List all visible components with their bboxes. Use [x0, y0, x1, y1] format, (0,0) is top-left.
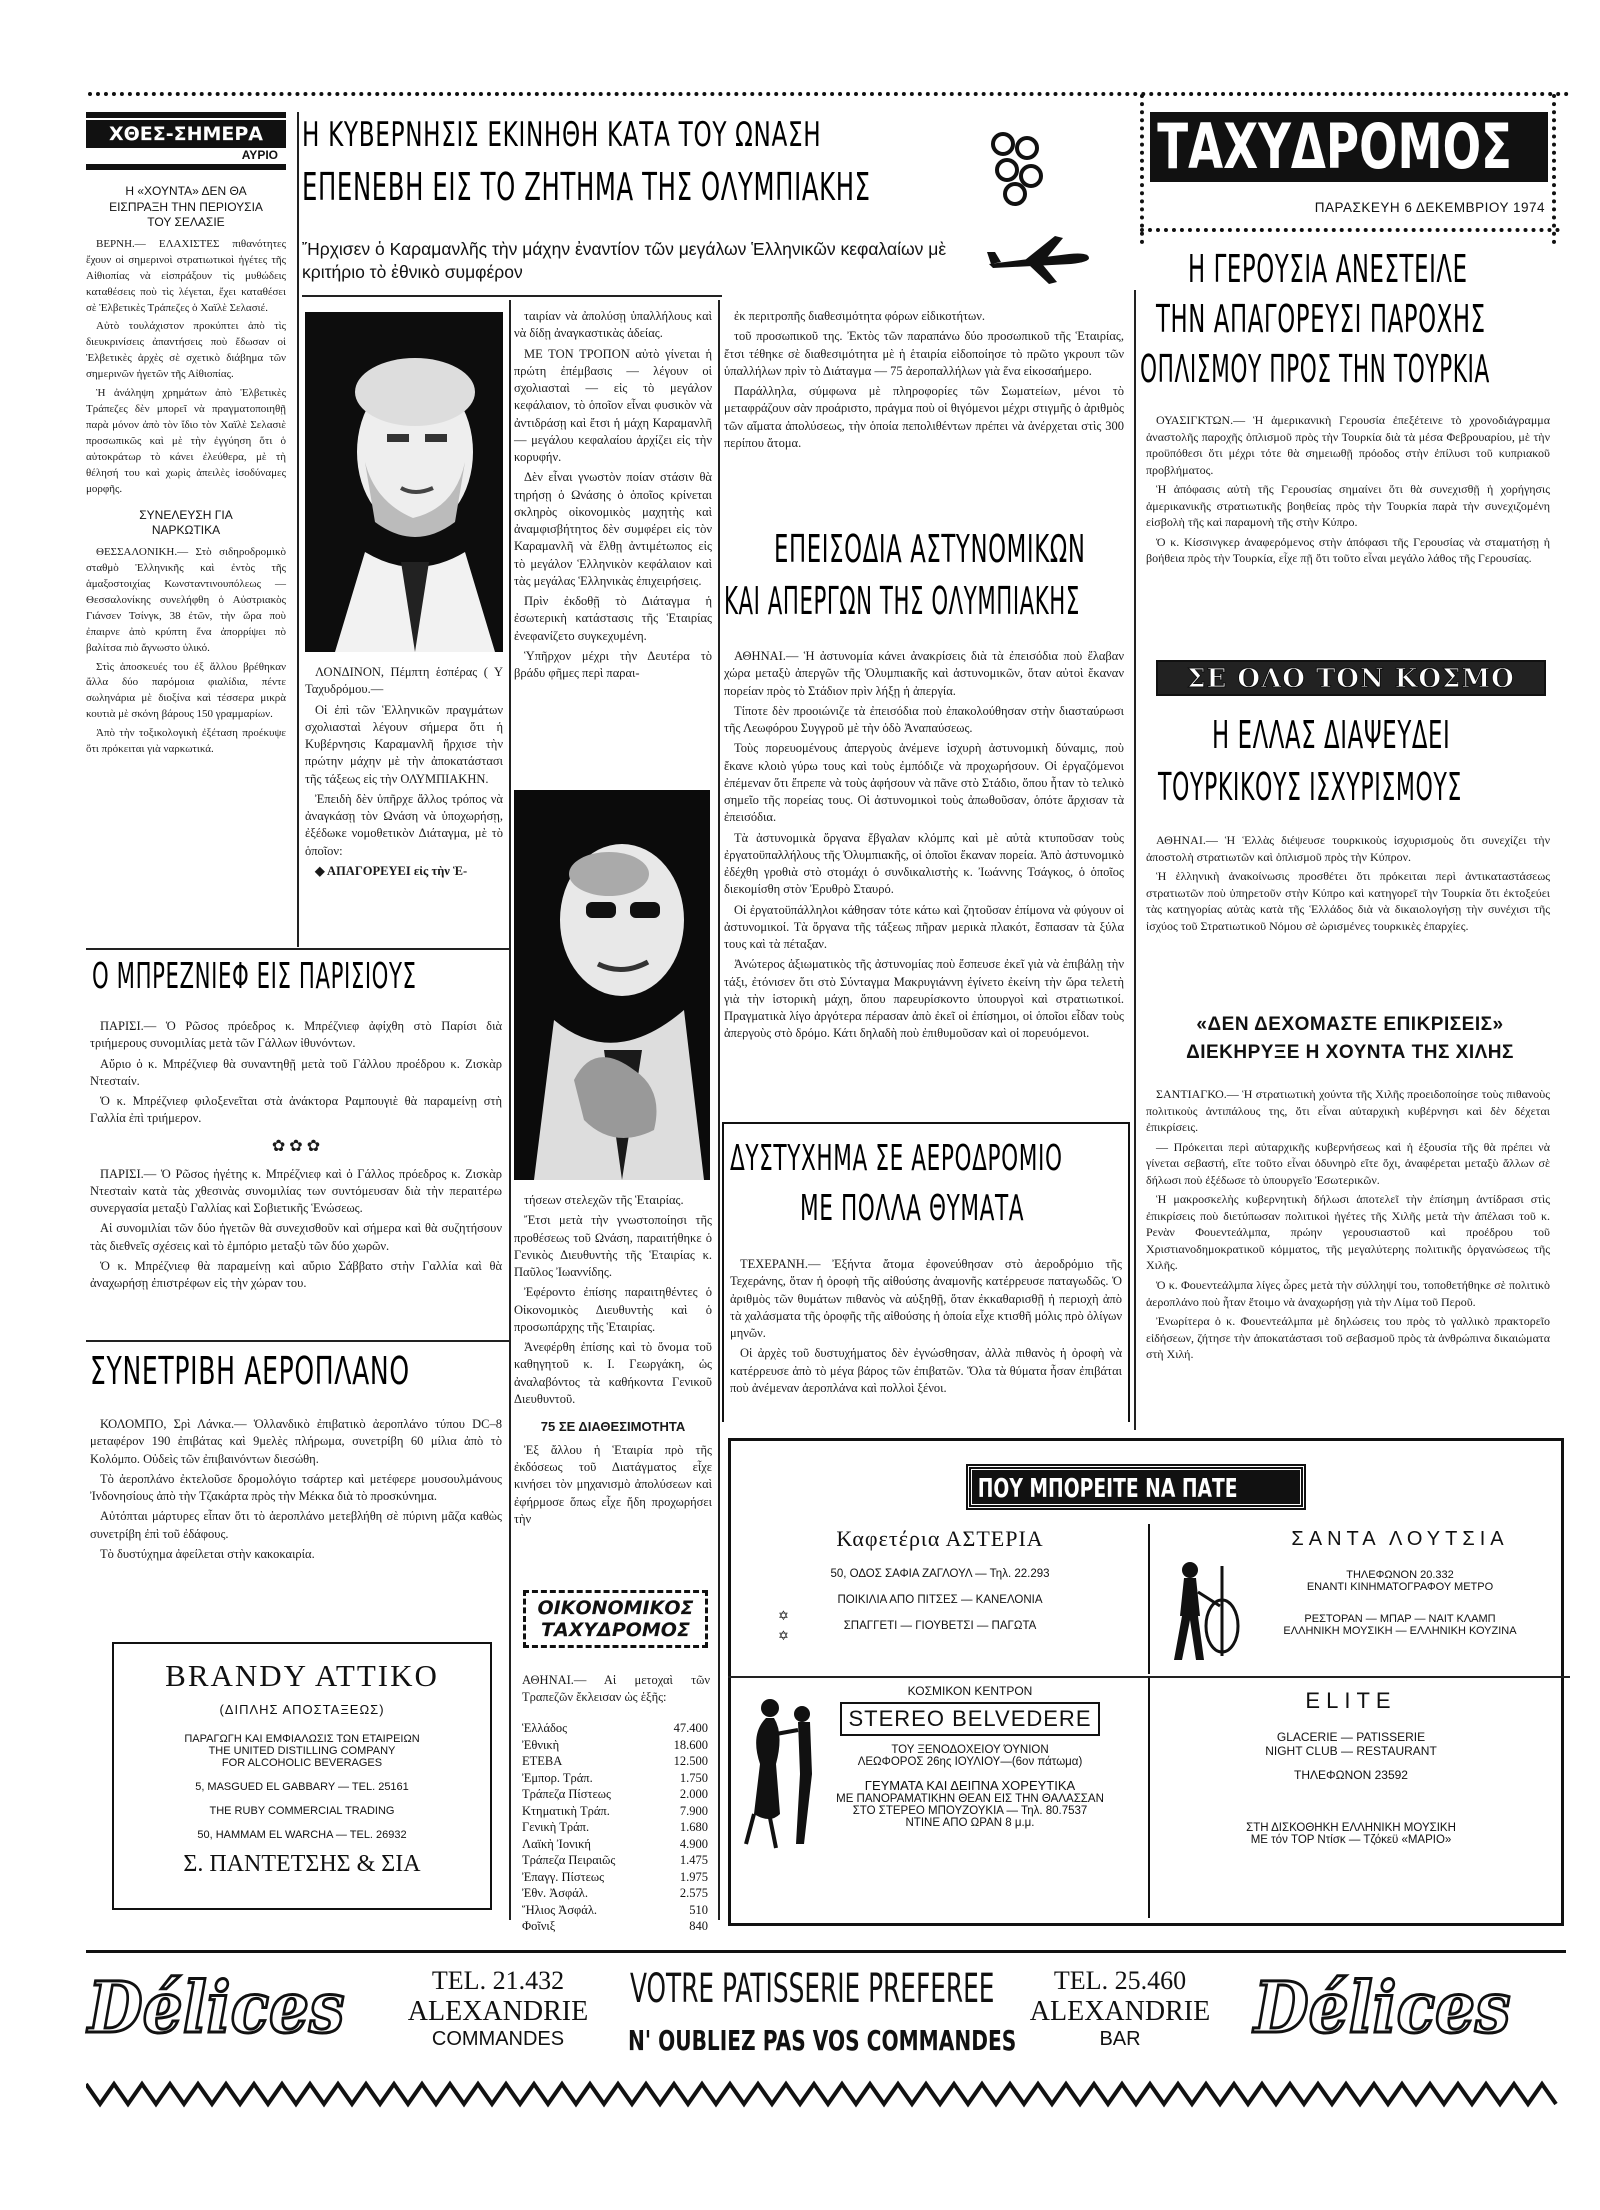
lead-paragraph: Ἐπειδὴ δὲν ὑπῆρχε ἄλλος τρόπος νὰ ἀναγκάσῃ τὸν Ωνάση νὰ ὑποχωρήσῃ, ἐξέδωκε νομοθετικὸν Διάταγμα, μὲ τὸ ὁποῖον:: [305, 791, 503, 858]
stock-row: [520, 1869, 710, 1886]
stereo-top: ΚΟΣΜΙΚΟΝ ΚΕΝΤΡΟΝ: [907, 1684, 1033, 1698]
senate-headline-1: Η ΓΕΡΟΥΣΙΑ ΑΝΕΣΤΕΙΛΕ: [1188, 247, 1468, 291]
lead-paragraph: ταιρίαν νὰ ἀπολύσῃ ὑπαλλήλους καὶ νὰ δίδῃ ἀναγκαστικὰς ἀδείας.: [514, 309, 712, 341]
brandy-signature: Σ. ΠΑΝΤΕΤΣΗΣ & ΣΙΑ: [183, 1851, 421, 1877]
stock-value: 1.475: [679, 1853, 708, 1867]
brandy-line: 5, MASGUED EL GABBARY — TEL. 25161: [195, 1781, 409, 1793]
accident-headline-1: ΔΥΣΤΥΧΗΜΑ ΣΕ ΑΕΡΟΔΡΟΜΙΟ: [730, 1138, 1063, 1179]
lead-paragraph: Δὲν εἶναι γνωστὸν ποίαν στάσιν θὰ τηρήσῃ ὁ Ωνάσης ὁ ὁποῖος κρίνεται σκληρὸς οἰκονομικὸς μαχητὴς καὶ ἀναμφισβήτητος δὲν συμφέρει εἰς τὸν Καραμανλῆ νὰ ἔλθῃ ἀντιμέτωπος εἰς τὸ μεγάλον Ἑλληνικὸν κεφάλαιον καὶ τὰς μεγάλας Ἑλληνικὰς ἐπιχειρήσεις.: [514, 470, 712, 588]
brandy-ad: [112, 1642, 492, 1910]
stereo-line: ΛΕΩΦΟΡΟΣ 26ης ΙΟΥΛΙΟΥ—(6ον πάτωμα): [857, 1756, 1083, 1768]
elite-line: ΣΤΗ ΔΙΣΚΟΘΗΚΗ ΕΛΛΗΝΙΚΗ ΜΟΥΣΙΚΗ: [1246, 1822, 1456, 1834]
lead-paragraph: Παράλληλα, σύμφωνα μὲ πληροφορίες τῶν Σωματείων, μένοι τὸ μεταφράζουν σὰν προάριστο, πράγμα ποὺ οἱ θιγόμενοι μέχρι στιγμῆς ὁ ἀριθμὸς τῶν αἵματα ἀπολύσεως, τὴν ὁποία πεπολιθέντων πρέπει νὰ ἀνέρχεται στὶς 300 περίπου ἄτομα.: [724, 384, 1124, 450]
lead-headline-1: Η ΚΥΒΕΡΝΗΣΙΣ ΕΚΙΝΗΘΗ ΚΑΤΑ ΤΟΥ ΩΝΑΣΗ: [302, 115, 822, 155]
stock-row: [520, 1918, 710, 1935]
stock-row: [520, 1753, 710, 1770]
brezhnev-paragraph: Ὁ κ. Μπρέζνιεφ θὰ παραμείνῃ καὶ αὔριο Σάββατο στὴν Γαλλία καὶ θὰ ἀναχωρήσῃ ἐπιστρέφων εἰς τὴν χώραν του.: [90, 1258, 502, 1291]
avrio-label: ΑΥΡΙΟ: [241, 148, 278, 162]
santa-lucia-line: ΤΗΛΕΦΩΝΟΝ 20.332: [1346, 1569, 1454, 1581]
footer-city-right: ALEXANDRIE: [1029, 1996, 1211, 2027]
footer-rule: [86, 1950, 1566, 1953]
plane-body: [90, 1416, 502, 1566]
onassis-photo: [514, 790, 710, 1180]
brezhnev-paragraph: Ὁ κ. Μπρέζνιεφ φιλοξενεῖται στὰ ἀνάκτορα Ραμπουγιὲ θὰ παραμείνῃ στὴ Γαλλία ἐπὶ τριήμερον.: [90, 1094, 502, 1126]
masthead-rule: [1140, 228, 1560, 232]
footer-tel-left: TEL. 21.432: [431, 1966, 565, 1995]
chile-paragraph: Ἐνωρίτερα ὁ κ. Φουεντεάλμπα μὲ δηλώσεις του πρὸς τὸ γαλλικὸ πρακτορεῖο εἰδήσεων, ζήτησε τὴν ἀποκατάστασι τοῦ σεβασμοῦ πρὸς τὰ ἀνθρώπινα δικαιώματα στὴ Χιλή.: [1146, 1314, 1550, 1362]
santa-lucia-line: ΕΝΑΝΤΙ ΚΙΝΗΜΑΤΟΓΡΑΦΟΥ ΜΕΤΡΟ: [1306, 1581, 1494, 1593]
stock-name: Κτηματικὴ Τράπ.: [522, 1803, 610, 1818]
santa-lucia-text: [1250, 1528, 1550, 1637]
world-banner-label: ΣΕ ΟΛΟ ΤΟΝ ΚΟΣΜΟ: [1187, 664, 1515, 694]
stock-row: [520, 1737, 710, 1754]
senate-headline-2: ΤΗΝ ΑΠΑΓΟΡΕΥΣΙ ΠΑΡΟΧΗΣ: [1156, 297, 1486, 341]
delices-logo-right: Délices: [1254, 1966, 1511, 2049]
elite-ad: [1148, 1678, 1552, 1918]
column-rule: [1134, 290, 1136, 1430]
stock-name: Ἥλιος Ἀσφάλ.: [522, 1902, 598, 1917]
lead-paragraph: ◆ ΑΠΑΓΟΡΕΥΕΙ εἰς τὴν Ἑ-: [315, 863, 468, 878]
brezhnev-paragraph: ΠΑΡΙΣΙ.— Ὁ Ρῶσος πρόεδρος κ. Μπρέζνιεφ ἀφίχθη στὸ Παρίσι διὰ τριήμερους συνομιλίας μετὰ τῶν Γάλλων ἰθυνόντων.: [90, 1019, 502, 1051]
accident-body: [730, 1256, 1122, 1400]
stock-table: [520, 1720, 710, 1935]
junta-body: [86, 237, 286, 498]
lead-paragraph: Ἔτσι μετὰ τὴν γνωστοποίησι τῆς προθέσεως τοῦ Ωνάση, παραιτήθηκε ὁ Γενικὸς Διευθυντὴς τῆς Ἑταιρίας κ. Παῦλος Ἰωαννίδης.: [514, 1213, 712, 1279]
stock-name: Ἑλλάδος: [522, 1721, 568, 1735]
strike-headline-1: ΕΠΕΙΣΟΔΙΑ ΑΣΤΥΝΟΜΙΚΩΝ: [774, 527, 1086, 571]
stock-row: [520, 1720, 710, 1737]
lead-paragraph: τοῦ προσωπικοῦ της. Ἐκτὸς τῶν παραπάνω δύο προσωπικοῦ τῆς Ἑταιρίας, ἔτσι τέθηκε σὲ διαθεσιμότητα μὲ ἡ ἑταιρία εἰδοποίησε τὸ πρῶτο γκρουπ τῶν ὑπαλλήλων πρὶν τὸ Διάταγμα — 75 ἀεροπαλλήλων γιὰ ἕνα εἰκοσαήμερο.: [724, 329, 1124, 378]
lead-headline-2: ΕΠΕΝΕΒΗ ΕΙΣ ΤΟ ΖΗΤΗΜΑ ΤΗΣ ΟΛΥΜΠΙΑΚΗΣ: [302, 165, 871, 209]
where-to-go-banner: [968, 1466, 1304, 1508]
asteria-ad: [740, 1526, 1140, 1672]
column-rule: [718, 300, 720, 1920]
stock-row: [520, 1885, 710, 1902]
footer-commandes: COMMANDES: [431, 2028, 565, 2050]
asteria-address: 50, ΟΔΟΣ ΣΑΦΙΑ ΖΑΓΛΟΥΛ — Τηλ. 22.293: [830, 1568, 1050, 1580]
santa-lucia-title: ΣΑΝΤΑ ΛΟΥΤΣΙΑ: [1291, 1528, 1509, 1550]
world-headline-1: Η ΕΛΛΑΣ ΔΙΑΨΕΥΔΕΙ: [1212, 713, 1451, 757]
footer-left-block: [398, 1966, 598, 2051]
stock-value: 4.900: [679, 1836, 708, 1851]
xthes-label: ΧΘΕΣ-ΣΗΜΕΡΑ: [86, 120, 286, 148]
junta-paragraph: ΒΕΡΝΗ.— ΕΛΑΧΙΣΤΕΣ πιθανότητες ἔχουν οἱ σημερινοὶ στρατιωτικοὶ ἡγέτες τῆς Αἰθιοπίας νὰ εἰσπράξουν τὶς μυθώδεις καταθέσεις ποὺ τὶς λέγεται, ἔχει καταθέσει σὲ Ἑλβετικὲς Τράπεζες ὁ Χαϊλὲ Σελασιέ.: [86, 237, 286, 314]
section-rule: [86, 948, 509, 950]
left-column: [86, 112, 286, 761]
footer-slogan-1: VOTRE PATISSERIE PREFEREE: [630, 1966, 995, 2012]
stock-value: 2.575: [679, 1886, 708, 1900]
stock-name: Φοῖνιξ: [522, 1919, 556, 1933]
strike-paragraph: Τίποτε δὲν προοιώνιζε τὰ ἐπεισόδια ποὺ ἐπακολούθησαν στὴν διασταύρωσι τῆς Λεωφόρου Συγγροῦ μὲ τὴν ὁδὸ Ἀναπαύσεως.: [724, 703, 1124, 735]
stock-value: 18.600: [673, 1737, 708, 1752]
chile-headline-1: «ΔΕΝ ΔΕΧΟΜΑΣΤΕ ΕΠΙΚΡΙΣΕΙΣ»: [1196, 1014, 1504, 1035]
delices-logo-left: Délices: [88, 1966, 345, 2049]
brandy-line: THE UNITED DISTILLING COMPANY: [208, 1745, 396, 1757]
brandy-title: BRANDY ATTIKO: [165, 1658, 439, 1693]
stereo-line: ΣΤΟ ΣΤΕΡΕΟ ΜΠΟΥΖΟΥΚΙΑ — Τηλ. 80.7537: [852, 1805, 1088, 1817]
stock-name: Λαϊκὴ Ἰονική: [522, 1836, 591, 1851]
plane-paragraph: ΚΟΛΟΜΠΟ, Σρὶ Λάνκα.— Ὁλλανδικὸ ἐπιβατικὸ ἀεροπλάνο τύπου DC–8 μεταφέρον 190 ἐπιβάτας καὶ 9μελὲς πλήρωμα, συνετρίβη 60 μίλια ἀπὸ τὸ Κολόμπο. Οὐδεὶς τῶν ἐπιβαινόντων διεσώθη.: [90, 1417, 502, 1466]
junta-headline: Η «ΧΟΥΝΤΑ» ΔΕΝ ΘΑ ΕΙΣΠΡΑΞΗ ΤΗΝ ΠΕΡΙΟΥΣΙΑ ΤΟΥ ΣΕΛΑΣΙΕ: [109, 184, 263, 230]
brandy-line: FOR ALCOHOLIC BEVERAGES: [221, 1757, 383, 1769]
senate-paragraph: Ἡ ἀπόφασις αὐτὴ τῆς Γερουσίας σημαίνει ὅτι θὰ συνεχισθῇ ἡ χορήγησις ἀμερικανικῆς στρατιωτικῆς βοηθείας πρὸς τὴν Τουρκία παρὰ τὴν συνεχιζομένη εἰσβολὴ τῆς καὶ παραμονὴ τῆς στὴν Κύπρο.: [1146, 482, 1550, 530]
lead-paragraph: ἐκ περιτροπῆς διαθεσιμότητα φόρων εἰδικοτήτων.: [734, 309, 986, 323]
airplane-icon: [985, 228, 1095, 288]
world-paragraph: Ἡ ἑλληνικὴ ἀνακοίνωσις προσθέτει ὅτι πρόκειται περὶ ἀντικαταστάσεως στρατιωτῶν ποὺ ὑπηρετοῦν στὴν Κύπρο καὶ κατηγορεῖ τὴν Τουρκία ὅτι ἐκτοξεύει τὰς κατηγορίας αὐτὰς κατὰ τῆς Ἑλλάδος διὰ νὰ δικαιολογήσῃ τὴν συνέχισι τῆς ἰσχύος τοῦ Στρατιωτικοῦ Νόμου σὲ ὡρισμένες τουρκικὲς ἐπαρχίες.: [1146, 869, 1550, 933]
world-body: [1146, 832, 1550, 937]
chile-body: [1146, 1086, 1550, 1366]
stock-value: 12.500: [673, 1754, 708, 1768]
olympic-rings-icon: [985, 130, 1053, 210]
lead-paragraph: Ὑπῆρχον μέχρι τὴν Δευτέρα τὸ βράδυ φῆμες περὶ παραι-: [514, 648, 712, 680]
lead-paragraph: Ἀνεφέρθη ἐπίσης καὶ τὸ ὄνομα τοῦ καθηγητοῦ κ. Ι. Γεωργάκη, ὡς ἀναλαβόντος τὰ καθήκοντα Γενικοῦ Διευθυντοῦ.: [514, 1340, 712, 1406]
footer-tel-right: TEL. 25.460: [1053, 1966, 1187, 1995]
stock-value: 1.750: [679, 1770, 708, 1785]
brezhnev-paragraph: ΠΑΡΙΣΙ.— Ὁ Ρῶσος ἡγέτης κ. Μπρέζνιεφ καὶ ὁ Γάλλος πρόεδρος κ. Ζισκὰρ Ντεσταὶν κατὰ τὰς χθεσινὰς συνομιλίας των συντόμευσαν διὰ τὴν περαιτέρω συνεργασία μεταξὺ Γαλλίας καὶ Σοβιετικῆς Ἑνώσεως.: [90, 1166, 502, 1216]
chile-paragraph: — Πρόκειται περὶ αὐταρχικῆς κυβερνήσεως καὶ ἡ ἐξουσία τῆς θὰ πρέπει νὰ γίνεται σεβαστή, εἴτε τοῦτο εἶναι ὀδυνηρὸ εἴτε ὄχι, ἀναφέρεται μεταξὺ ἄλλων σὲ δήλωσι ποὺ ἐξέδωσε τὸ ὑπουργεῖο Ἐσωτερικῶν.: [1146, 1139, 1550, 1187]
stock-value: 2.000: [679, 1787, 708, 1801]
stock-name: ΕΤΕΒΑ: [522, 1754, 563, 1768]
column-rule: [297, 112, 299, 947]
asteria-line: ΠΟΙΚΙΛΙΑ ΑΠΟ ΠΙΤΣΕΣ — ΚΑΝΕΛΟΝΙΑ: [837, 1594, 1043, 1606]
stock-value: 510: [689, 1902, 708, 1917]
accident-headline-2: ΜΕ ΠΟΛΛΑ ΘΥΜΑΤΑ: [800, 1188, 1025, 1229]
asteria-line: ΣΠΑΓΓΕΤΙ — ΓΙΟΥΒΕΤΣΙ — ΠΑΓΩΤΑ: [843, 1620, 1037, 1632]
strike-headline-2: ΚΑΙ ΑΠΕΡΓΩΝ ΤΗΣ ΟΛΥΜΠΙΑΚΗΣ: [724, 579, 1080, 623]
lead-col-b: [514, 308, 712, 685]
world-headline-2: ΤΟΥΡΚΙΚΟΥΣ ΙΣΧΥΡΙΣΜΟΥΣ: [1158, 765, 1462, 809]
plane-paragraph: Τὸ δυστύχημα ἀφείλεται στὴν κακοκαιρία.: [100, 1546, 315, 1561]
footer-bar: BAR: [1099, 2028, 1141, 2050]
lead-paragraph: ΜΕ ΤΟΝ ΤΡΟΠΟΝ αὐτὸ γίνεται ἡ πρώτη ἐπέμβασις — λέγουν οἱ σχολιασταὶ — εἰς τὸ μεγάλον κεφάλαιον, τὸ ὁποῖον εἶναι φυσικὸν νὰ ἀντιδράσῃ καὶ ἔτσι ἡ μάχη Καραμανλῆ — μεγάλου κεφαλαίου ἀρχίζει εἰς τὴν κορυφήν.: [514, 346, 712, 464]
where-to-go-label: ΠΟΥ ΜΠΟΡΕΙΤΕ ΝΑ ΠΑΤΕ: [977, 1474, 1238, 1504]
lead-paragraph: Οἱ ἐπὶ τῶν Ἑλληνικῶν πραγμάτων σχολιασταὶ λέγουν σήμερα ὅτι ἡ Κυβέρνησις Καραμανλῆ ἤρχισε τὴν πρώτην μάχην μὲ τὴν ἀποκατάστασι τῆς τάξεως εἰς τὴν ΟΛΥΜΠΙΑΚΗΝ.: [305, 702, 503, 786]
stereo-line: ΜΕ ΠΑΝΟΡΑΜΑΤΙΚΗΝ ΘΕΑΝ ΕΙΣ ΤΗΝ ΘΑΛΑΣΣΑΝ: [836, 1793, 1104, 1805]
junta-paragraph: Ἡ ἀνάληψη χρημάτων ἀπὸ Ἑλβετικὲς Τράπεζες δὲν μπορεῖ νὰ πραγματοποιηθῇ παρὰ μόνον ἀπὸ τὸν ἴδιο τὸν Χαϊλὲ Σελασιὲ προσωπικῶς καὶ μὲ τὴν ἐγγύηση ὅτι ὁ αὐτοκράτωρ τὸ κάνει ἐλεύθερα, μὲ τὴ θέλησή του καὶ χωρὶς ἀπειλὲς ἰσοδύναμες μορφῆς.: [86, 387, 286, 495]
economic-intro: ΑΘΗΝΑΙ.— Αἱ μετοχαὶ τῶν Τραπεζῶν ἔκλεισαν ὡς ἑξῆς:: [522, 1673, 710, 1705]
economic-title-2: ΤΑΧΥΔΡΟΜΟΣ: [541, 1619, 690, 1641]
strike-body: [724, 648, 1124, 1046]
masthead-banner: [1150, 112, 1548, 182]
chile-paragraph: Ὁ κ. Φουεντεάλμπα λίγες ὧρες μετὰ τὴν σύλληψί του, τοποθετήθηκε σὲ πολιτικὸ ἀεροπλάνο ποὺ ἦταν ἕτοιμο νὰ ἀναχωρήσῃ γιὰ τὴν Λίμα τοῦ Περοῦ.: [1146, 1278, 1550, 1309]
strike-paragraph: Ἀνώτερος ἀξιωματικὸς τῆς ἀστυνομίας ποὺ ἔσπευσε ἐκεῖ γιὰ νὰ ἐπιβάλῃ τὴν τάξι, ἐτόνισεν ὅτι στὸ Σύνταγμα Μακρυγιάννη ἐγίνετο ἐκείνη τὴν ὥρα τελετὴ γιὰ τὴν ἱστορικὴ μάχη, ὅπου παρευρίσκοντο ὑπουργοὶ καὶ στρατιωτικοί. Πραγματικὰ λίγο ἀργότερα πέρασαν ἀπὸ ἐκεῖ οἱ ἐπίσημοι, οἱ ὁποῖοι εἶδαν τοὺς ἀπεργοὺς στὸ δρόμο. Κάτι δηλαδὴ ποὺ ἐπιθυμοῦσαν καὶ οἱ πορευόμενοι.: [724, 957, 1124, 1041]
world-banner: [1156, 660, 1546, 696]
lead-rule: [302, 295, 722, 297]
economic-title-1: ΟΙΚΟΝΟΜΙΚΟΣ: [537, 1597, 694, 1619]
elite-line: NIGHT CLUB — RESTAURANT: [1265, 1744, 1437, 1758]
senate-paragraph: Ὁ κ. Κίσσινγκερ ἀναφερόμενος στὴν ἀπόφασι τῆς Γερουσίας νὰ σταματήσῃ ἡ βοήθεια πρὸς τὴν Τουρκία, εἶχε πῇ ὅτι τοῦτο εἶναι μεγάλο λάθος τῆς Γερουσίας.: [1146, 534, 1550, 566]
brandy-line: 50, HAMMAM EL WARCHA — TEL. 26932: [197, 1829, 407, 1841]
stock-name: Τράπεζα Πειραιῶς: [522, 1853, 616, 1867]
star-icon: ✡: [778, 1608, 789, 1623]
lead-paragraph: ΛΟΝΔΙΝΟΝ, Πέμπτη ἑσπέρας ( Υ Ταχυδρόμου.—: [305, 665, 503, 697]
santa-lucia-line: ΕΛΛΗΝΙΚΗ ΜΟΥΣΙΚΗ — ΕΛΛΗΝΙΚΗ ΚΟΥΖΙΝΑ: [1283, 1625, 1517, 1637]
lead-subhead: Ἤρχισεν ὁ Καραμανλῆς τὴν μάχην ἐναντίον τῶν μεγάλων Ἑλληνικῶν κεφαλαίων μὲ κριτήριο τὸ ἐθνικὸ συμφέρον: [302, 239, 947, 282]
stock-row: [520, 1803, 710, 1820]
strike-paragraph: Τὰ ἀστυνομικὰ ὄργανα ἔβγαλαν κλόμπς καὶ μὲ αὐτὰ κτυποῦσαν τοὺς ἐργατοϋπαλλήλους τῆς Ὀλυμπιακῆς, οἱ ὁποῖοι ἔκαναν πορεία. Ἀπὸ ἀστυνομικὸ ἐδέχθη γροθιὰ στὸ στομάχι ὁ συνδικαλιστὴς κ. Ἰωάννης Τσάγκος, ὁ ὁποῖος διεκομίσθη στὸν Ἐρυθρὸ Σταυρό.: [724, 830, 1124, 897]
stereo-line: ΤΟΥ ΞΕΝΟΔΟΧΕΙΟΥ ΌΥΝΙΟΝ: [891, 1744, 1049, 1756]
brandy-subtitle: (ΔΙΠΛΗΣ ΑΠΟΣΤΑΞΕΩΣ): [219, 1702, 385, 1717]
lead-col-a: [305, 664, 503, 883]
column-rule: [509, 300, 511, 1920]
accident-paragraph: ΤΕΧΕΡΑΝΗ.— Ἐξήντα ἄτομα ἐφονεύθησαν στὸ ἀεροδρόμιο τῆς Τεχεράνης, ὅταν ἡ ὀροφὴ τῆς αἰθούσης ἀναμονῆς κατέρρευσε παταγωδῶς. Ὁ ἀριθμὸς τῶν θυμάτων πιθανὸς νὰ αὐξηθῇ, ὅταν ἐκκαθαρισθῇ ἡ περιοχὴ ἀπὸ τὰ χαλάσματα τῆς ὀροφῆς τῆς αἰθούσης ἡ ὁποία εἶχε κτισθῆ μόλις πρὸ ὀλίγων μηνῶν.: [730, 1257, 1122, 1340]
chile-headline-2: ΔΙΕΚΗΡΥΞΕ Η ΧΟΥΝΤΑ ΤΗΣ ΧΙΛΗΣ: [1186, 1042, 1514, 1063]
santa-lucia-line: ΡΕΣΤΟΡΑΝ — ΜΠΑΡ — ΝΑΙΤ ΚΛΑΜΠ: [1304, 1613, 1496, 1625]
footer-right-block: [1010, 1966, 1230, 2051]
elite-title: ELITE: [1305, 1688, 1397, 1713]
footer-city-left: ALEXANDRIE: [407, 1996, 589, 2027]
stereo-line: ΝΤΙΝΕ ΑΠΟ ΩΡΑΝ 8 μ.μ.: [905, 1817, 1035, 1829]
narcotics-paragraph: Ἀπὸ τὴν τοξικολογικὴ ἐξέταση προέκυψε ὅτι πρόκειται γιὰ ναρκωτικά.: [86, 727, 286, 756]
senate-headline-3: ΟΠΛΙΣΜΟΥ ΠΡΟΣ ΤΗΝ ΤΟΥΡΚΙΑ: [1140, 347, 1490, 391]
strike-paragraph: Οἱ ἐργατοϋπάλληλοι κάθησαν τότε κάτω καὶ ζητοῦσαν ἐπίμονα νὰ φύγουν οἱ ἀστυνομικοί. Τὰ ὄργανα τῆς τάξεως πῆραν μερικὰ πλακότ, ἔσπασαν τὰ ξύλα τους καὶ τὰ πέταξαν.: [724, 902, 1124, 951]
economic-masthead: [523, 1590, 708, 1648]
elite-line: ΜΕ τόν TOP Ντίσκ — Τζόκεϋ «ΜΑΡΙΟ»: [1250, 1834, 1452, 1846]
senate-paragraph: ΟΥΑΣΙΓΚΤΩΝ.— Ἡ ἀμερικανικὴ Γερουσία ἐπεξέτεινε τὸ χρονοδιάγραμμα ἀναστολῆς παροχῆς ὁπλισμοῦ πρὸς τὴν Τουρκία διὰ τὰ μέσα Φεβρουαρίου, μὲ τὴν προϋπόθεσι ὅτι μέχρι τότε θὰ σημειωθῇ πρόοδος στὴν ἐπίλυσι τοῦ κυπριακοῦ προβλήματος.: [1146, 413, 1550, 477]
strike-paragraph: ΑΘΗΝΑΙ.— Ἡ ἀστυνομία κάνει ἀνακρίσεις διὰ τὰ ἐπεισόδια ποὺ ἔλαβαν χώρα μεταξὺ ἀπεργῶν τῆς Ὀλυμπιακῆς καὶ ἀστυνομικῶν, ὅταν αὐτοὶ ἔκαναν πορείαν πρὸς τὸ Στάδιον πρὶν λήξῃ ἡ ἀπεργία.: [724, 649, 1124, 698]
stereo-title: STEREO BELVEDERE: [840, 1702, 1100, 1736]
stock-row: [520, 1836, 710, 1853]
musician-icon: [1160, 1556, 1250, 1666]
stock-value: 47.400: [673, 1721, 708, 1735]
stereo-line: ΓΕΥΜΑΤΑ ΚΑΙ ΔΕΙΠΝΑ ΧΟΡΕΥΤΙΚΑ: [864, 1778, 1076, 1793]
lead-col-c: [724, 308, 1124, 455]
narcotics-body: [86, 545, 286, 758]
karamanlis-photo: [305, 312, 503, 652]
footer-slogan-2: N' OUBLIEZ PAS VOS COMMANDES: [628, 2024, 1017, 2057]
world-paragraph: ΑΘΗΝΑΙ.— Ἡ Ἑλλὰς διέψευσε τουρκικοὺς ἰσχυρισμοὺς ὅτι συνεχίζει τὴν ἀποστολὴ στρατιωτῶν καὶ ὁπλισμοῦ πρὸς τὴν Κύπρον.: [1146, 833, 1550, 864]
narcotics-paragraph: ΘΕΣΣΑΛΟΝΙΚΗ.— Στὸ σιδηροδρομικὸ σταθμὸ Ἑλληνικῆς καὶ ἐντὸς τῆς ἁμαξοστοιχίας Κωνσταντινουπόλεως — Θεσσαλονίκης συνελήφθη ὁ Αὐστριακὸς Γιάνσεν Τσίνγκ, 38 ἐτῶν, τὴν ὥρα ποὺ ἐπαιρνε ἀπὸ κρύπτη ἕνα ἀπορρίψει πὸ βαλίτσα πιὸ ἄγνωστο ὑλικό.: [86, 545, 286, 654]
senate-body: [1146, 412, 1550, 570]
plane-headline: ΣΥΝΕΤΡΙΒΗ ΑΕΡΟΠΛΑΝΟ: [90, 1349, 410, 1393]
asteria-title: Καφετέρια ΑΣΤΕΡΙΑ: [836, 1526, 1044, 1551]
stock-value: 1.975: [679, 1869, 708, 1884]
stock-row: [520, 1852, 710, 1869]
brezhnev-body: [90, 1018, 502, 1295]
plane-paragraph: Τὸ ἀεροπλάνο ἐκτελοῦσε δρομολόγιο τσάρτερ καὶ μετέφερε μουσουλμάνους Ἰνδονησίους ἀπὸ τὴν Τζακάρτα πρὸς τὴν Μέκκα διὰ τὸ προσκύνημα.: [90, 1471, 502, 1503]
stock-row: [520, 1902, 710, 1919]
masthead-title: ΤΑΧΥΔΡΟΜΟΣ: [1157, 112, 1512, 182]
masthead-date: ΠΑΡΑΣΚΕΥΗ 6 ΔΕΚΕΜΒΡΙΟΥ 1974: [1314, 200, 1545, 215]
chile-paragraph: ΣΑΝΤΙΑΓΚΟ.— Ἡ στρατιωτικὴ χούντα τῆς Χιλῆς προειδοποίησε τοὺς πιθανοὺς πολιτικοὺς ἀντιπάλους της, ὅτι εἶναι αὐταρχικὴ κυβέρνησι καὶ δὲν δέχεται ἐπικρίσεις.: [1146, 1087, 1550, 1135]
stock-name: Ἐπαγγ. Πίστεως: [522, 1869, 605, 1884]
elite-line: ΤΗΛΕΦΩΝΟΝ 23592: [1294, 1768, 1408, 1782]
narcotics-headline: ΣΥΝΕΛΕΥΣΗ ΓΙΑ ΝΑΡΚΩΤΙΚΑ: [139, 507, 233, 538]
stereo-belvedere-ad: [800, 1684, 1140, 1829]
elite-line: GLACERIE — PATISSERIE: [1276, 1730, 1426, 1744]
section-rule: [86, 1340, 509, 1342]
accident-paragraph: Οἱ ἀρχὲς τοῦ δυστυχήματος δὲν ἐγνώσθησαν, ἀλλὰ πιθανὸς ἡ ὀροφὴ νὰ κατέρρευσε ἀπὸ τὸ μέγα βάρος τῶν ἐπιβατῶν. Ὅλα τὰ θύματα ἦσαν ἐπιβάται ποὺ ἀνέμεναν ἀεροπλάνα καὶ πολλοὶ ξένοι.: [730, 1346, 1122, 1395]
stock-row: [520, 1786, 710, 1803]
brandy-line: THE RUBY COMMERCIAL TRADING: [209, 1805, 395, 1817]
junta-paragraph: Αὐτὸ τουλάχιστον προκύπτει ἀπὸ τὶς διευκρινίσεις ἀπαντήσεις ποὺ ἔδωσαν οἱ Ἑλβετικὲς ἀρχὲς σὲ σχετικὸ διάβημα τῶν σημερινῶν ἡγετῶν τῆς Αἰθιοπίας.: [86, 320, 286, 381]
separator: ✿ ✿ ✿: [271, 1137, 321, 1155]
stock-row: [520, 1770, 710, 1787]
stock-name: Γενικὴ Τράπ.: [522, 1820, 590, 1834]
stock-name: Ἐμπορ. Τράπ.: [522, 1770, 593, 1785]
stock-row: [520, 1819, 710, 1836]
stock-name: Ἐθν. Ἀσφάλ.: [522, 1886, 588, 1900]
lead-col-b2: [514, 1192, 712, 1531]
stock-value: 7.900: [679, 1803, 708, 1818]
lead-paragraph: τήσεων στελεχῶν τῆς Ἑταιρίας.: [524, 1193, 684, 1207]
lead-paragraph: Ἐφέροντο ἐπίσης παραιτηθέντες ὁ Οἰκονομικὸς Διευθυντὴς καὶ ὁ προσωπάρχης τῆς Ἑταιρίας.: [514, 1285, 712, 1334]
sub-75-heading: 75 ΣΕ ΔΙΑΘΕΣΙΜΟΤΗΤΑ: [540, 1419, 686, 1434]
zigzag-border: [86, 2080, 1566, 2108]
chile-paragraph: Ἡ μακροσκελὴς κυβερνητικὴ δήλωσι ἀποτελεῖ τὴν ἐπίσημη ἀντίδρασι στὶς ἐπικρίσεις ποὺ διετύπωσαν πολιτικοὶ ἡγέτες τῆς Χιλῆς μετὰ τὴν ἀπέλασι τοῦ κ. Ρενὰν Φουεντεάλμπα, πρώην γερουσιαστοῦ καὶ προέδρου τοῦ Χριστιανοδημοκρατικοῦ κόμματος, τῆς μεγαλύτερης πολιτικῆς ὀργανώσεως τῆς Χιλῆς.: [1146, 1192, 1550, 1273]
narcotics-paragraph: Στὶς ἀποσκευές του ἐξ ἄλλου βρέθηκαν ἄλλα δύο παρόμοια φιαλίδια, πέντε σωληνάρια μὲ διοξίνα καὶ τέσσερα μικρὰ κουτιὰ μὲ σκόνη βάρους 150 γραμμαρίων.: [86, 660, 286, 721]
plane-paragraph: Αὐτόπται μάρτυρες εἶπαν ὅτι τὸ ἀεροπλάνο μετεβλήθη σὲ πύρινη μᾶζα καθὼς συνετρίβη ἐπὶ τοῦ ἐδάφους.: [90, 1509, 502, 1541]
brezhnev-paragraph: Αὔριο ὁ κ. Μπρέζνιεφ θὰ συναντηθῇ μετὰ τοῦ Γάλλου προέδρου κ. Ζισκὰρ Ντεσταίν.: [90, 1056, 502, 1088]
stock-name: Τράπεζα Πίστεως: [522, 1787, 611, 1801]
brezhnev-headline: Ο ΜΠΡΕΖΝΙΕΦ ΕΙΣ ΠΑΡΙΣΙΟΥΣ: [92, 956, 417, 997]
brandy-line: ΠΑΡΑΓΩΓΗ ΚΑΙ ΕΜΦΙΑΛΩΣΙΣ ΤΩΝ ΕΤΑΙΡΕΙΩΝ: [184, 1733, 420, 1745]
xthes-tag: [86, 112, 286, 170]
strike-paragraph: Τοὺς πορευομένους ἀπεργοὺς ἀνέμενε ἰσχυρὴ ἀστυνομικὴ δύναμις, ποὺ ἔκανε κλοιὸ γύρω τους καὶ τοὺς ἐμπόδιζε νὰ προχωρήσουν. Οἱ ἐργαζόμενοι ἐπέμεναν ὅτι ἔπρεπε νὰ τοὺς ἀφήσουν νὰ πᾶνε στὸ Στάδιο, ὅπου ἦταν τὸ τελικὸ σημεῖο τῆς πορείας τους. Οἱ ἀστυνομικοὶ τοὺς ἀπωθοῦσαν, ὁπότε ἄρχισαν τὰ ἐπεισόδια.: [724, 741, 1124, 825]
lead-paragraph: Πρὶν ἐκδοθῇ τὸ Διάταγμα ἡ ἐσωτερικὴ κατάστασις τῆς Ἑταιρίας ἐνεφανίζετο συγκεχυμένη.: [514, 594, 712, 643]
stock-name: Ἐθνικὴ: [522, 1737, 560, 1752]
star-icon: ✡: [778, 1628, 789, 1643]
brezhnev-paragraph: Αἱ συνομιλίαι τῶν δύο ἡγετῶν θὰ συνεχισθοῦν καὶ σήμερα καὶ θὰ συζητήσουν τὰς διεθνεῖς σχέσεις καὶ τὸ ἐμπόριο μεταξὺ τῶν δύο χωρῶν.: [90, 1221, 502, 1253]
stock-value: 1.680: [679, 1820, 708, 1834]
lead-paragraph: Ἐξ ἄλλου ἡ Ἑταιρία πρὸ τῆς ἐκδόσεως τοῦ Διατάγματος εἶχε κινήσει τὸν μηχανισμὸ ἀπολύσεων καὶ ἐφήρμοσε ὅπως εἶχε ἤδη προχωρήσει τὴν: [514, 1442, 712, 1526]
stock-value: 840: [689, 1919, 708, 1933]
